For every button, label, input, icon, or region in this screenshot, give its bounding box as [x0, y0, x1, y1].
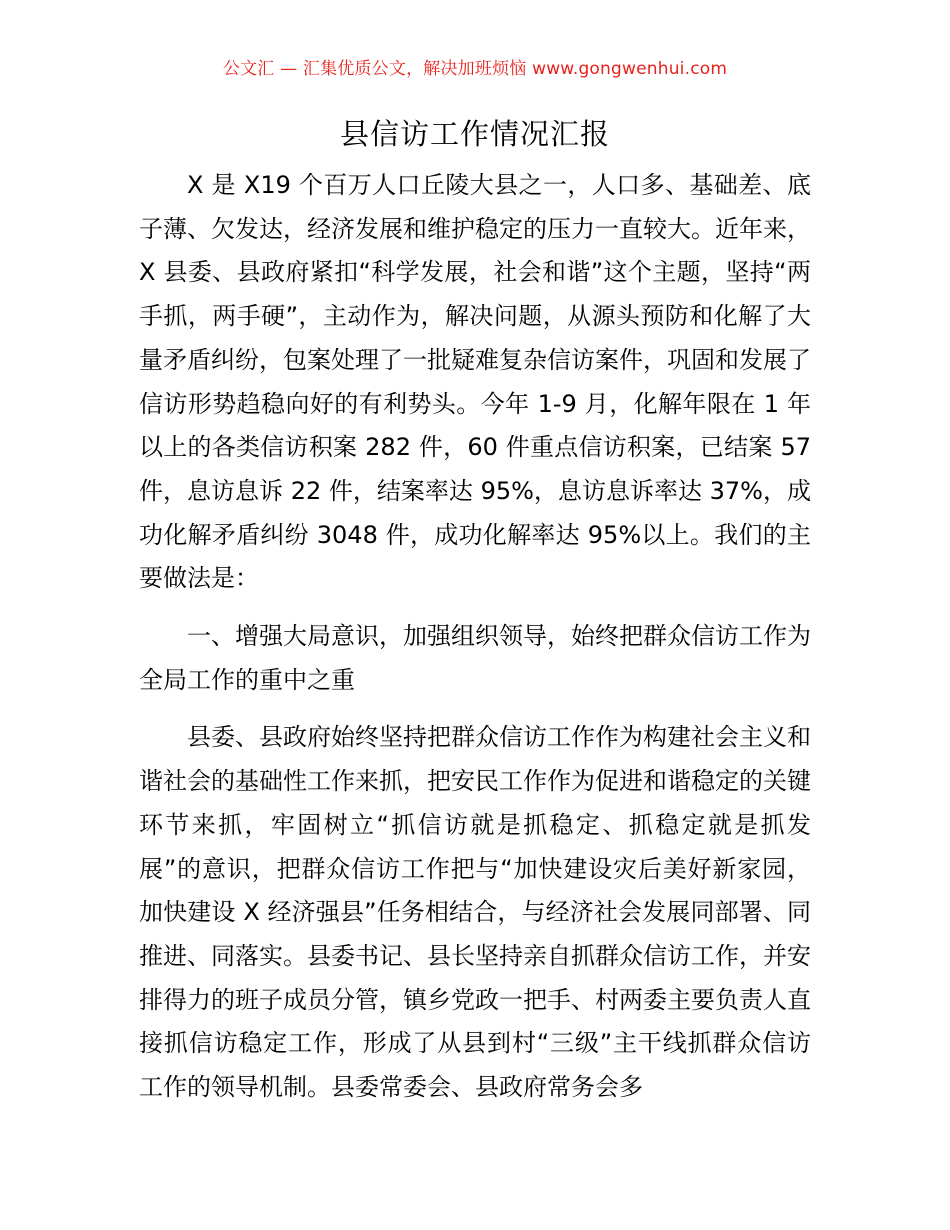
paragraph-intro: X 是 X19 个百万人口丘陵大县之一，人口多、基础差、底子薄、欠发达，经济发展和维护稳定的压力一直较大。近年来，X 县委、县政府紧扣“科学发展，社会和谐”这个主题，坚持“两手抓，两手硬”，主动作为，解决问题，从源头预防和化解了大量矛盾纠纷，包案处理了一批疑难复杂信访案件，巩固和发展了信访形势趋稳向好的有利势头。今年 1-9 月，化解年限在 1 年以上的各类信访积案 282 件，60 件重点信访积案，已结案 57 件，息访息诉 22 件，结案率达 95%，息访息诉率达 37%，成功化解矛盾纠纷 3048 件，成功化解率达 95%以上。我们的主要做法是：	[139, 171, 811, 593]
document-title: 县信访工作情况汇报	[339, 117, 610, 151]
section-heading-1: 一、增强大局意识，加强组织领导，始终把群众信访工作为全局工作的重中之重	[139, 622, 811, 694]
paragraph-section-1-body: 县委、县政府始终坚持把群众信访工作作为构建社会主义和谐社会的基础性工作来抓，把安民工作作为促进和谐稳定的关键环节来抓，牢固树立“抓信访就是抓稳定、抓稳定就是抓发展”的意识，把群众信访工作把与“加快建设灾后美好新家园，加快建设 X 经济强县”任务相结合，与经济社会发展同部署、同推进、同落实。县委书记、县长坚持亲自抓群众信访工作，并安排得力的班子成员分管，镇乡党政一把手、村两委主要负责人直接抓信访稳定工作，形成了从县到村“三级”主干线抓群众信访工作的领导机制。县委常委会、县政府常务会多	[139, 723, 811, 1102]
site-banner: 公文汇 — 汇集优质公文，解决加班烦恼 www.gongwenhui.com	[222, 59, 728, 79]
document-body	[139, 112, 811, 1110]
